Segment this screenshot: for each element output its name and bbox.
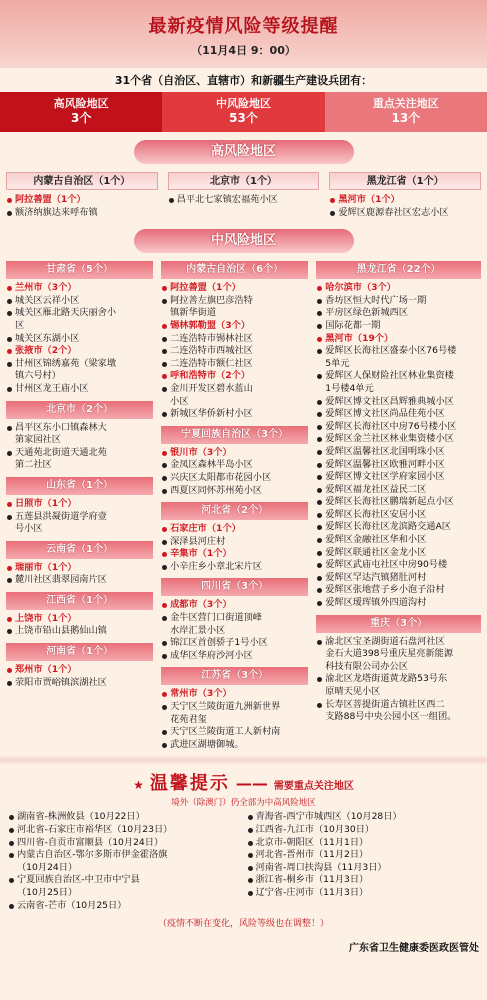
- medium-risk-count: [162, 92, 324, 132]
- focus-area-item: 湖南省-株洲攸县（10月22日）: [8, 811, 241, 824]
- list-item-continued: 支路88号中央公园小区一组团。: [325, 711, 457, 723]
- focus-area-item: 宁夏回族自治区-中卫市中宁县: [8, 874, 241, 887]
- list-item: 爱辉区博文社区尚品佳苑小区: [316, 408, 481, 421]
- list-item: 爱辉区温馨社区欧雅河畔小区: [316, 459, 481, 472]
- province-header: 江西省（1个）: [6, 592, 153, 610]
- list-item: 爱辉区长海社区龙滨路交通A区: [316, 521, 481, 534]
- list-item-continued: 5单元: [325, 357, 350, 369]
- focus-area-list: [8, 811, 479, 912]
- province-header: 北京市（1个）: [168, 172, 320, 190]
- list-item: 爱辉区金兰社区林业集资楼小区: [316, 433, 481, 446]
- list-item: 爱辉区人保财险社区林业集资楼: [316, 370, 481, 383]
- medium-risk-list: [0, 253, 487, 751]
- level-label: 高风险地区: [53, 97, 109, 110]
- focus-area-item: （10月25日）: [17, 886, 78, 898]
- list-item: 上饶市铅山县鹅仙山镇: [6, 625, 153, 638]
- list-item: 爱辉区张地营子乡小泡子沿村: [316, 584, 481, 597]
- list-item: 金凤区森林半岛小区: [161, 459, 308, 472]
- list-item: 爱辉区联通社区金龙小区: [316, 547, 481, 560]
- city-label: 阿拉善盟（1个）: [161, 282, 308, 295]
- focus-area-item: （10月24日）: [17, 861, 78, 873]
- list-item-continued: 科技有限公司办公区: [325, 660, 408, 672]
- list-item: 天宁区兰陵街道九洲新世界: [161, 701, 308, 714]
- list-item-continued: 花苑君玺: [170, 713, 207, 725]
- focus-area-item: 四川省-自贡市富顺县（10月24日）: [8, 837, 241, 850]
- city-label: 瑞丽市（1个）: [6, 562, 153, 575]
- list-item-continued: 第家园社区: [15, 434, 61, 446]
- list-item: 爱辉区瑷珲镇外四道沟村: [316, 597, 481, 610]
- medium-risk-column: [6, 261, 153, 751]
- focus-area-item: 青海省-西宁市城西区（10月28日）: [247, 811, 480, 824]
- city-label: 日照市（1个）: [6, 498, 153, 511]
- list-item: 爱辉区长海社区中房76号楼小区: [316, 421, 481, 434]
- province-header: 河南省（1个）: [6, 643, 153, 661]
- list-item: 国际花都一期: [316, 320, 481, 333]
- list-item: 爱辉区长海社区鹏瑞新起点小区: [316, 496, 481, 509]
- list-item-continued: 区: [15, 319, 25, 331]
- focus-column: [8, 811, 241, 912]
- province-header: 重庆（3个）: [316, 615, 481, 633]
- update-time: （11月4日 9：00）: [191, 44, 296, 57]
- overseas-note: 境外（除澳门）仍全部为中高风险地区: [171, 798, 316, 809]
- list-item: 爱辉区罕达汽镇猪肚河村: [316, 572, 481, 585]
- focus-area-item: 浙江省-桐乡市（11月3日）: [247, 874, 480, 887]
- list-item: 渝北区龙塔街道黄龙路53号东: [316, 673, 481, 686]
- high-risk-count: [0, 92, 162, 132]
- focus-area-item: 内蒙古自治区-鄂尔多斯市伊金霍洛旗: [8, 849, 241, 862]
- summary-text: 31个省（自治区、直辖市）和新疆生产建设兵团有：: [114, 74, 373, 87]
- list-item: 武进区湖塘御城。: [161, 739, 308, 752]
- medium-risk-column: [161, 261, 308, 751]
- medium-risk-banner: 中风险地区: [134, 229, 354, 253]
- list-item-continued: 原晴天见小区: [325, 686, 381, 697]
- list-item: 爱辉区福龙社区益民二区: [316, 484, 481, 497]
- high-risk-province: [168, 172, 320, 219]
- city-label: 银川市（3个）: [161, 447, 308, 460]
- list-item: 甘州区龙王庙小区: [6, 383, 153, 396]
- warm-dash: ——: [235, 774, 268, 794]
- province-header: 四川省（3个）: [161, 578, 308, 596]
- city-label: 成都市（3个）: [161, 599, 308, 612]
- risk-level-summary: [0, 92, 487, 132]
- province-header: 甘肃省（5个）: [6, 261, 153, 279]
- list-item: 爱辉区武庙屯社区中房90号楼: [316, 559, 481, 572]
- list-item: 城关区云祥小区: [6, 295, 153, 308]
- list-item: 昌平北七家镇宏福苑小区: [168, 194, 320, 207]
- focus-column: [247, 811, 480, 912]
- list-item-continued: 小区: [170, 395, 189, 407]
- province-header: 宁夏回族自治区（3个）: [161, 426, 308, 444]
- province-header: 黑龙江省（1个）: [329, 172, 481, 190]
- high-risk-banner: 高风险地区: [134, 140, 354, 164]
- level-label: 重点关注地区: [372, 97, 439, 110]
- list-item: 二连浩特市锡林社区: [161, 333, 308, 346]
- city-label: 常州市（3个）: [161, 688, 308, 701]
- province-header: 黑龙江省（22个）: [316, 261, 481, 279]
- list-item: 爱辉区金融社区华和小区: [316, 534, 481, 547]
- focus-area-item: 北京市-朝阳区（11月1日）: [247, 837, 480, 850]
- star-icon: ★: [133, 778, 144, 793]
- focus-area-item: 云南省-芒市（10月25日）: [8, 900, 241, 913]
- list-item: 锦江区首创骄子1号小区: [161, 637, 308, 650]
- list-item-continued: 1号楼4单元: [325, 382, 374, 394]
- level-count: 13个: [391, 111, 421, 125]
- list-item: 爱辉区长海社区盛泰小区76号楼: [316, 345, 481, 358]
- list-item: 平房区绿色新城西区: [316, 307, 481, 320]
- list-item-continued: 镇六号村）: [15, 370, 61, 382]
- list-item: 金牛区营门口街道顶峰: [161, 612, 308, 625]
- province-header: 北京市（2个）: [6, 401, 153, 419]
- list-item: 城关区东湖小区: [6, 333, 153, 346]
- level-count: 53个: [229, 111, 258, 125]
- issuer: 广东省卫生健康委医政医管处: [349, 943, 479, 955]
- list-item: 渝北区宝圣湖街道石盘河社区: [316, 636, 481, 649]
- city-label: 阿拉善盟（1个）: [6, 194, 158, 207]
- list-item: 西夏区同怀苏州苑小区: [161, 485, 308, 498]
- list-item: 爱辉区博文社区昌辉雅典城小区: [316, 396, 481, 409]
- focus-area-item: 江西省-九江市（10月30日）: [247, 824, 480, 837]
- high-risk-province: [329, 172, 481, 219]
- list-item: 额济纳旗达来呼布镇: [6, 207, 158, 220]
- list-item: 甘州区锦绣嘉苑（梁家墩: [6, 358, 153, 371]
- list-item: 爱辉区长海社区安居小区: [316, 509, 481, 522]
- city-label: 辛集市（1个）: [161, 548, 308, 561]
- city-label: 张掖市（2个）: [6, 345, 153, 358]
- list-item: 爱辉区博文社区学府家园小区: [316, 471, 481, 484]
- list-item: 阿拉善左旗巴彦浩特: [161, 295, 308, 308]
- warm-tips-title: [8, 769, 479, 795]
- list-item: 爱辉区鹿源春社区宏志小区: [329, 207, 481, 220]
- province-header: 江苏省（3个）: [161, 667, 308, 685]
- list-item: 麓川社区翡翠园南片区: [6, 574, 153, 587]
- list-item-continued: 号小区: [15, 523, 43, 535]
- list-item: 小辛庄乡小章北宋片区: [161, 561, 308, 574]
- tip-text: （疫情不断在变化，风险等级也在调整！）: [157, 919, 329, 930]
- list-item-continued: 第二社区: [15, 459, 52, 471]
- list-item: 二连浩特市额仁社区: [161, 358, 308, 371]
- divider: [0, 755, 487, 765]
- list-item: 香坊区恒大时代广场一期: [316, 295, 481, 308]
- city-label: 兰州市（3个）: [6, 282, 153, 295]
- list-item: 五莲县洪凝街道学府壹: [6, 511, 153, 524]
- list-item: 爱辉区温馨社区北国明珠小区: [316, 446, 481, 459]
- city-label: 哈尔滨市（3个）: [316, 282, 481, 295]
- focus-area-count: [325, 92, 487, 132]
- high-risk-list: [0, 164, 487, 219]
- focus-area-item: 辽宁省-庄河市（11月3日）: [247, 887, 480, 900]
- level-label: 中风险地区: [215, 97, 271, 110]
- level-count: 3个: [70, 111, 92, 125]
- province-header: 河北省（2个）: [161, 502, 308, 520]
- list-item: 天宁区兰陵街道工人新村南: [161, 726, 308, 739]
- list-item: 城关区雁北路天庆丽舍小: [6, 307, 153, 320]
- list-item: 金川开发区碧水蓝山: [161, 383, 308, 396]
- focus-area-item: 河北省-石家庄市裕华区（10月23日）: [8, 824, 241, 837]
- city-label: 锡林郭勒盟（3个）: [161, 320, 308, 333]
- warm-subtitle: 需要重点关注地区: [273, 781, 354, 793]
- list-item: 天通苑北街道天通北苑: [6, 447, 153, 460]
- list-item: 昌平区东小口镇森林大: [6, 422, 153, 435]
- warm-tips: [0, 769, 487, 929]
- focus-area-item: 河南省-周口扶沟县（11月3日）: [247, 862, 480, 875]
- list-item: 深泽县河庄村: [161, 536, 308, 549]
- province-header: 山东省（1个）: [6, 477, 153, 495]
- city-label: 上饶市（1个）: [6, 613, 153, 626]
- list-item: 长寿区菩提街道古镇社区西二: [316, 699, 481, 712]
- list-item: 兴庆区太阳都市花园小区: [161, 472, 308, 485]
- list-item: 成华区华府沙河小区: [161, 650, 308, 663]
- list-item-continued: 金石大道398号重庆星亮新能源: [325, 648, 454, 660]
- high-risk-province: [6, 172, 158, 219]
- list-item-continued: 镇新华街道: [170, 307, 217, 319]
- warm-title-text: 温馨提示: [149, 773, 230, 795]
- city-label: 呼和浩特市（2个）: [161, 370, 308, 383]
- list-item: 荥阳市贾峪镇滨湖社区: [6, 677, 153, 690]
- province-header: 云南省（1个）: [6, 541, 153, 559]
- list-item: 二连浩特市西城社区: [161, 345, 308, 358]
- medium-risk-column: [316, 261, 481, 751]
- page-title: 最新疫情风险等级提醒: [148, 16, 339, 37]
- list-item: 新城区华侨新村小区: [161, 408, 308, 421]
- city-label: 郑州市（1个）: [6, 664, 153, 677]
- province-header: 内蒙古自治区（6个）: [161, 261, 308, 279]
- header: [0, 0, 487, 68]
- focus-area-item: 河北省-晋州市（11月2日）: [247, 849, 480, 862]
- list-item-continued: 水岸汇景小区: [170, 624, 226, 636]
- city-label: 石家庄市（1个）: [161, 523, 308, 536]
- city-label: 黑河市（1个）: [329, 194, 481, 207]
- city-label: 黑河市（19个）: [316, 333, 481, 346]
- province-header: 内蒙古自治区（1个）: [6, 172, 158, 190]
